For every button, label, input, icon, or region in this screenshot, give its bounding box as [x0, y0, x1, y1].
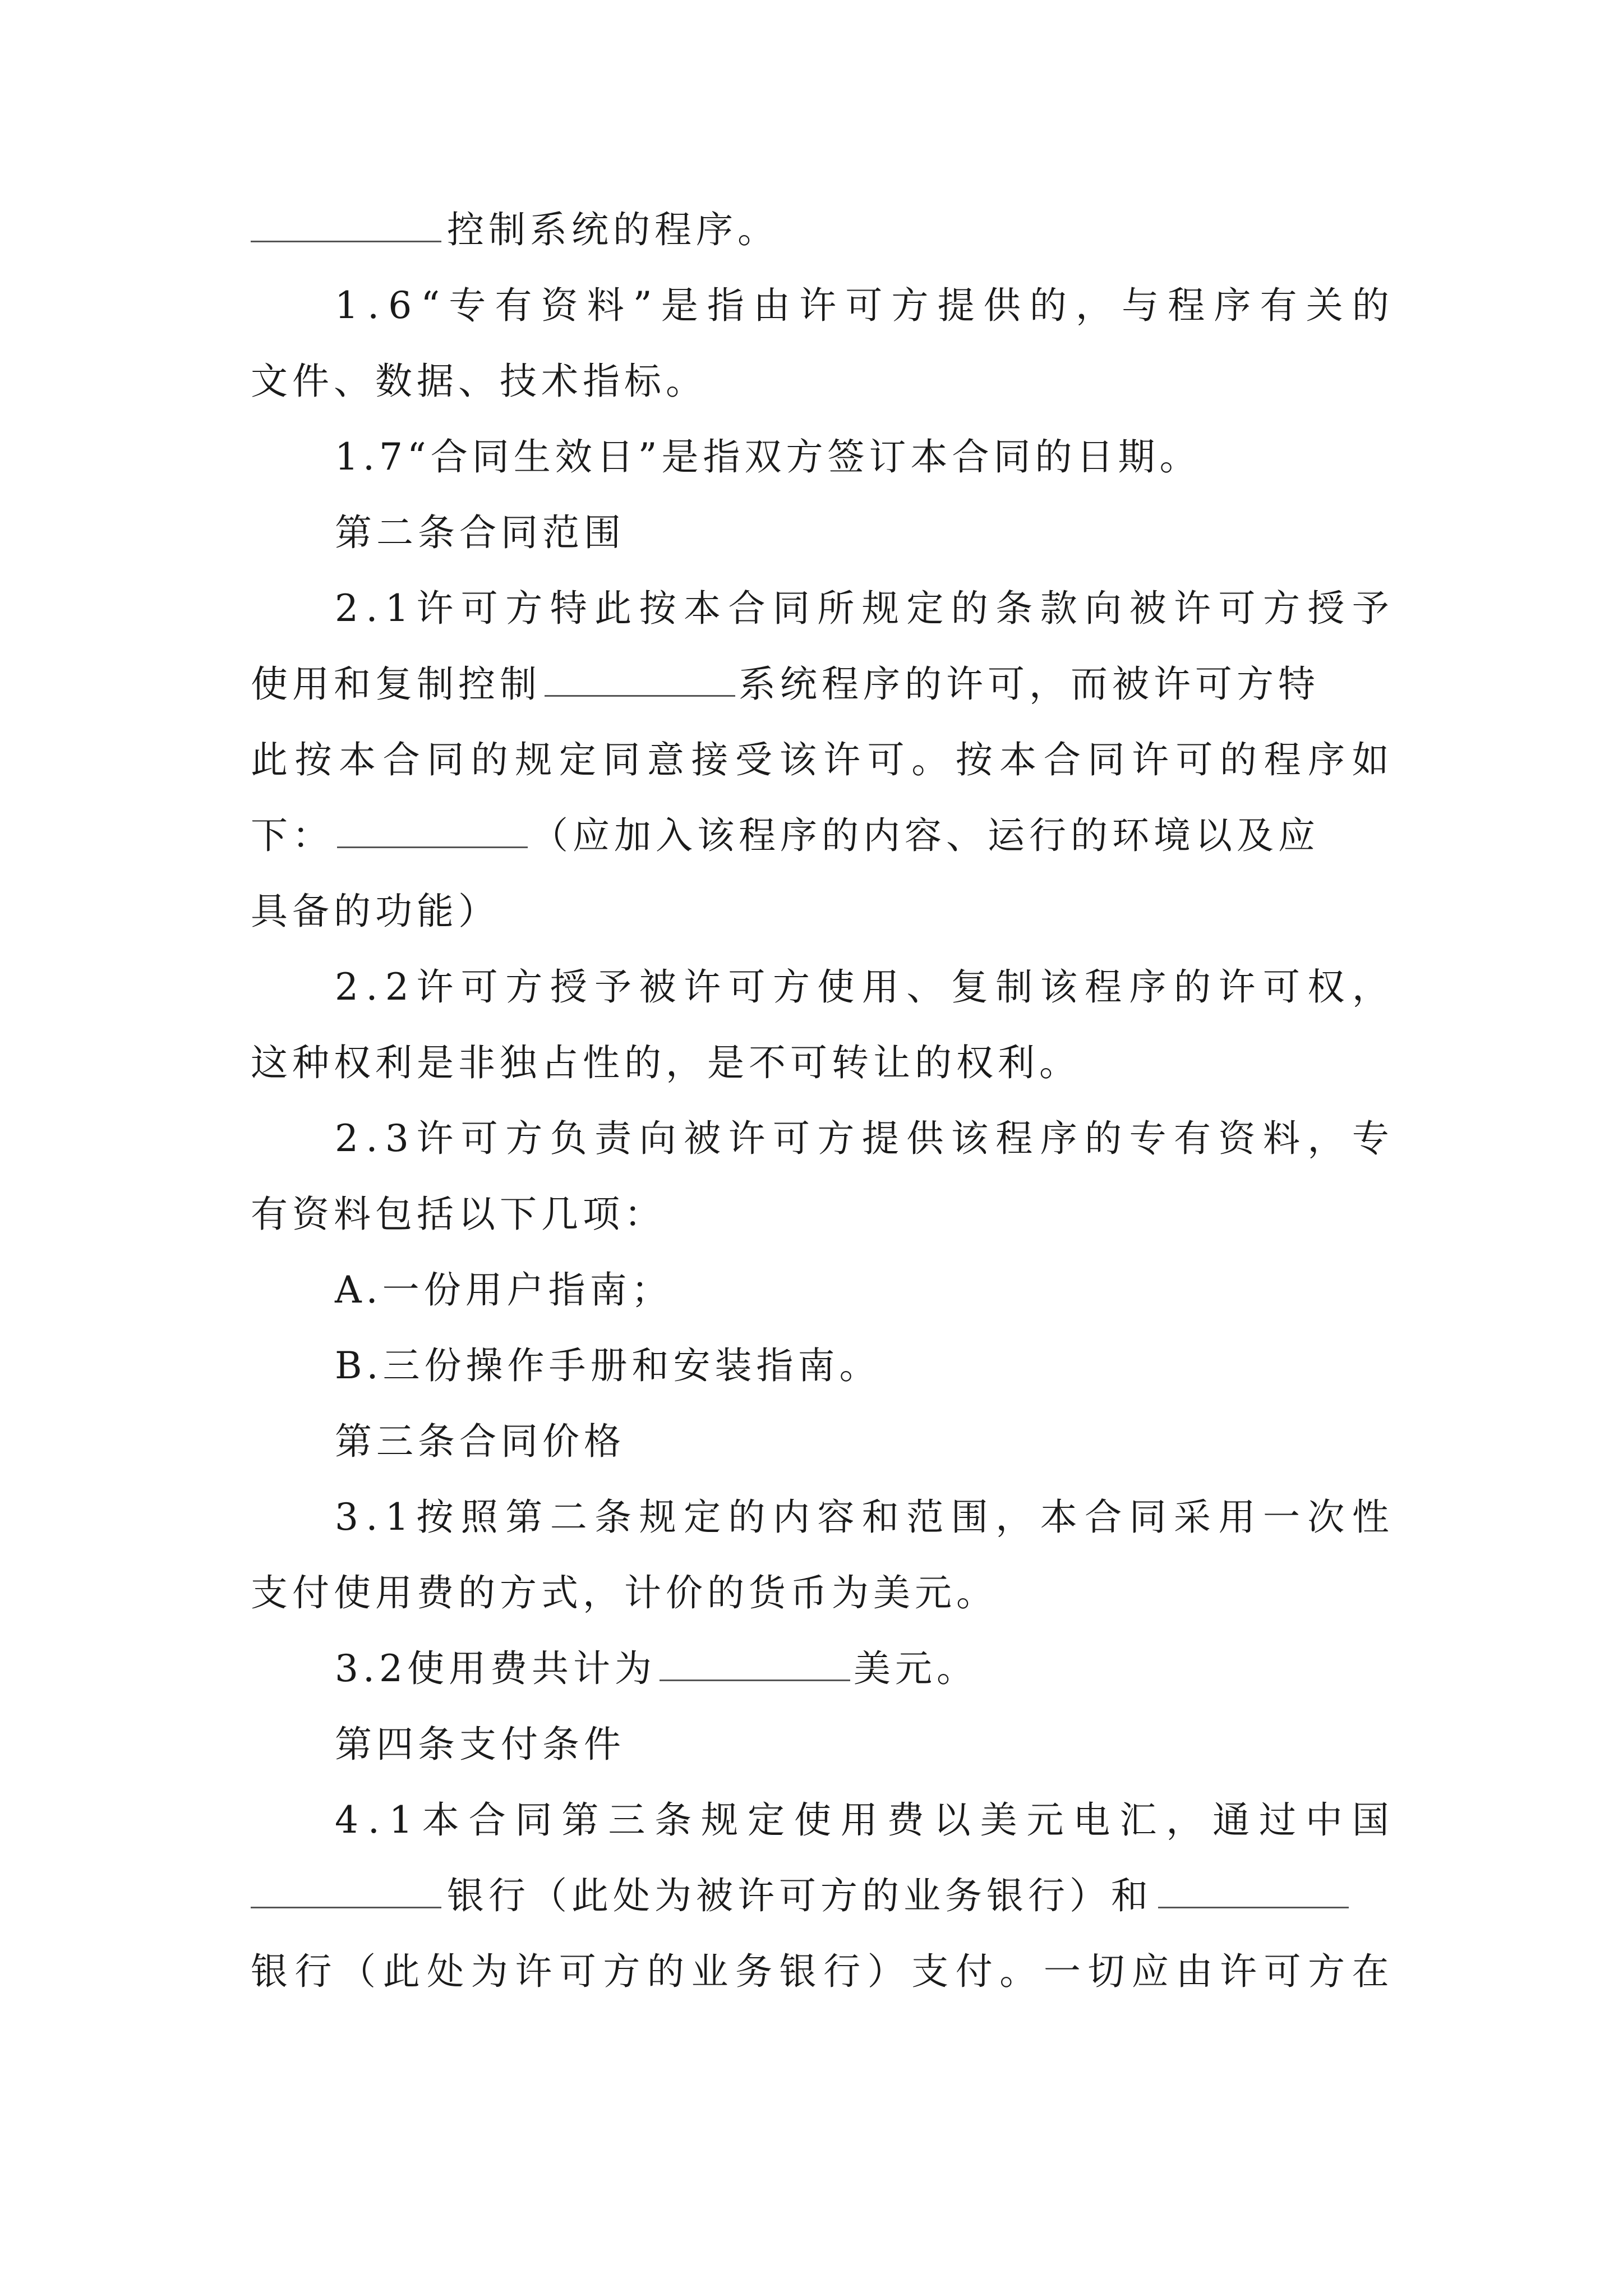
fill-in-blank[interactable]	[251, 1867, 441, 1908]
line-char: 有	[1174, 1117, 1211, 1160]
line-char: 合	[1085, 1496, 1122, 1539]
line-char: 条	[995, 587, 1033, 630]
line-text-part-a: 银行（此处为被许可方的业务银行）和	[447, 1874, 1152, 1917]
line-char: 。	[911, 738, 949, 781]
line-char: 和	[861, 1496, 899, 1539]
line-char: 序	[1129, 965, 1166, 1009]
line-text: 第二条合同范围	[335, 511, 625, 554]
line-char: 2	[335, 587, 358, 630]
line-char: 元	[1026, 1798, 1064, 1842]
line-char: 可	[728, 965, 766, 1009]
line-char: 资	[541, 284, 578, 327]
line-char: 采	[1174, 1496, 1211, 1539]
line-char: 关	[1306, 284, 1343, 327]
line-char: 被	[684, 1117, 721, 1160]
line-char: 如	[1352, 738, 1389, 781]
line-char: 支	[911, 1950, 949, 1993]
line-char: 此	[594, 587, 632, 630]
line-char: 同	[772, 587, 810, 630]
line-char: 2	[335, 965, 358, 1009]
text-line-l7	[251, 654, 1389, 715]
line-char: 中	[1305, 1798, 1343, 1842]
text-line-l20	[335, 1638, 1389, 1700]
line-char: 可	[1264, 1950, 1301, 1993]
line-char: 第	[561, 1798, 599, 1842]
line-char: 向	[639, 1117, 676, 1160]
line-char: 程	[995, 1117, 1033, 1160]
line-char: 按	[294, 738, 332, 781]
line-char: ，	[1307, 1117, 1345, 1160]
line-char: 授	[1307, 587, 1345, 630]
line-char: 的	[951, 587, 988, 630]
line-text: 第四条支付条件	[335, 1723, 625, 1766]
line-char: 方	[891, 284, 929, 327]
line-char: 的	[1029, 284, 1067, 327]
line-char: 专	[1352, 1117, 1389, 1160]
line-char: 该	[1040, 965, 1077, 1009]
line-char: 许	[728, 1117, 766, 1160]
line-char: 合	[728, 587, 766, 630]
line-text: 支付使用费的方式，计价的货币为美元。	[251, 1571, 998, 1614]
line-char: 国	[1352, 1798, 1389, 1842]
line-text-part-b: （应加入该程序的内容、运行的环境以及应	[531, 814, 1320, 857]
line-char: 用	[840, 1798, 878, 1842]
line-char: 许	[1131, 738, 1169, 781]
line-char: 可	[1262, 965, 1300, 1009]
line-char: 程	[1264, 738, 1301, 781]
line-text: 文件、数据、技术指标。	[251, 360, 707, 403]
line-char: 照	[460, 1496, 498, 1539]
line-char: 方	[772, 965, 810, 1009]
fill-in-blank[interactable]	[251, 201, 441, 242]
text-line-l8	[251, 729, 1389, 791]
line-char: 电	[1073, 1798, 1110, 1842]
text-line-l23	[251, 1865, 1389, 1927]
line-char: 合	[382, 738, 420, 781]
line-char: 复	[951, 965, 988, 1009]
line-char: 方	[505, 965, 543, 1009]
line-char: 付	[955, 1950, 993, 1993]
line-char: 许	[1218, 965, 1256, 1009]
line-char: 务	[735, 1950, 773, 1993]
line-char: “	[421, 284, 440, 327]
line-char: 许	[799, 284, 837, 327]
line-char: 同	[515, 1798, 552, 1842]
line-text-part-a: 3.2使用费共计为	[335, 1647, 656, 1690]
line-char: 所	[817, 587, 855, 630]
line-char: .	[367, 284, 380, 327]
line-char: 许	[416, 965, 454, 1009]
line-char: 有	[1260, 284, 1297, 327]
line-char: 规	[515, 738, 552, 781]
line-char: 围	[951, 1496, 988, 1539]
line-char: 1	[385, 1496, 409, 1539]
fill-in-blank[interactable]	[545, 656, 735, 697]
line-char: ，	[1076, 284, 1113, 327]
line-char: 2	[335, 1117, 358, 1160]
line-char: .	[366, 1496, 378, 1539]
line-char: 规	[639, 1496, 676, 1539]
line-text-part-b: 系统程序的许可，而被许可方特	[739, 662, 1320, 706]
line-char: 过	[1259, 1798, 1297, 1842]
line-char: .	[366, 1117, 378, 1160]
text-line-l24	[251, 1941, 1389, 2003]
line-char: 第	[505, 1496, 543, 1539]
line-text: 有资料包括以下几项：	[251, 1193, 666, 1236]
line-char: 本	[684, 587, 721, 630]
line-char: 定	[906, 587, 944, 630]
line-char: 用	[1218, 1496, 1256, 1539]
text-line-l11	[335, 956, 1389, 1018]
line-char: 2	[385, 965, 409, 1009]
line-text-part-a: 下：	[251, 814, 334, 857]
line-char: 方	[1262, 587, 1300, 630]
line-char: 切	[1087, 1950, 1125, 1993]
line-char: 条	[654, 1798, 692, 1842]
line-char: 用	[861, 965, 899, 1009]
line-char: 可	[460, 587, 498, 630]
line-char: 方	[505, 1117, 543, 1160]
line-char: 3	[385, 1117, 409, 1160]
line-char: 受	[735, 738, 773, 781]
line-char: 汇	[1119, 1798, 1157, 1842]
line-char: 1	[385, 587, 409, 630]
line-char: 一	[1262, 1496, 1300, 1539]
line-char: 本	[422, 1798, 459, 1842]
text-line-l17	[335, 1411, 1389, 1473]
line-char: 合	[1043, 738, 1081, 781]
line-char: 制	[995, 965, 1033, 1009]
line-text: 第三条合同价格	[335, 1420, 625, 1463]
text-line-l3	[251, 351, 1389, 412]
line-char: 由	[1175, 1950, 1213, 1993]
line-char: 提	[861, 1117, 899, 1160]
line-text: 这种权利是非独占性的，是不可转让的权利。	[251, 1041, 1081, 1084]
line-char: 本	[999, 738, 1037, 781]
line-char: 本	[339, 738, 376, 781]
line-char: 程	[1168, 284, 1205, 327]
line-char: 4	[335, 1798, 358, 1842]
line-char: 资	[1218, 1117, 1256, 1160]
line-char: .	[366, 965, 378, 1009]
line-char: 料	[587, 284, 624, 327]
text-line-l13	[335, 1108, 1389, 1170]
text-line-l9	[251, 805, 1389, 867]
fill-in-blank[interactable]	[660, 1640, 850, 1681]
line-char: 责	[594, 1117, 632, 1160]
line-char: 、	[906, 965, 944, 1009]
line-char: 款	[1040, 587, 1077, 630]
line-char: 同	[427, 738, 464, 781]
line-char: 向	[1085, 587, 1122, 630]
line-char: 方	[1308, 1950, 1345, 1993]
line-char: 费	[887, 1798, 924, 1842]
text-line-l6	[335, 578, 1389, 639]
line-char: 可	[845, 284, 883, 327]
line-char: 负	[550, 1117, 587, 1160]
line-char: 通	[1212, 1798, 1250, 1842]
line-char: 同	[1087, 738, 1125, 781]
line-char: ”	[633, 284, 652, 327]
line-char: 性	[1352, 1496, 1389, 1539]
line-char: 可	[1218, 587, 1256, 630]
line-char: 行	[823, 1950, 861, 1993]
line-char: 以	[933, 1798, 971, 1842]
line-char: 按	[416, 1496, 454, 1539]
line-char: 予	[1352, 587, 1389, 630]
line-char: 的	[1174, 965, 1211, 1009]
line-char: 许	[823, 738, 861, 781]
line-text: 具备的功能）	[251, 890, 500, 933]
line-text-part-b: 美元。	[853, 1647, 978, 1690]
line-text: B.三份操作手册和安装指南。	[335, 1344, 881, 1387]
line-char: 为	[471, 1950, 508, 1993]
text-line-l19	[251, 1562, 1389, 1624]
line-char: 本	[1040, 1496, 1077, 1539]
line-char: ，	[1352, 965, 1389, 1009]
line-char: 与	[1122, 284, 1159, 327]
line-char: 的	[1085, 1117, 1122, 1160]
line-char: ）	[867, 1950, 905, 1993]
line-char: 许	[515, 1950, 552, 1993]
text-line-l16	[335, 1335, 1389, 1397]
line-char: 序	[1308, 738, 1345, 781]
line-char: 此	[251, 738, 288, 781]
line-char: 的	[728, 1496, 766, 1539]
fill-in-blank[interactable]	[1158, 1867, 1349, 1908]
line-char: 被	[1129, 587, 1166, 630]
line-char: 的	[1220, 738, 1257, 781]
line-char: 行	[294, 1950, 332, 1993]
line-char: 料	[1262, 1117, 1300, 1160]
line-char: 的	[647, 1950, 684, 1993]
fill-in-blank[interactable]	[337, 807, 528, 848]
line-char: 银	[779, 1950, 817, 1993]
line-char: 方	[817, 1117, 855, 1160]
line-char: 的	[1352, 284, 1389, 327]
line-char: 规	[861, 587, 899, 630]
line-char: 由	[753, 284, 791, 327]
line-char: .	[367, 1798, 380, 1842]
line-char: 同	[1129, 1496, 1166, 1539]
line-char: 条	[594, 1496, 632, 1539]
line-char: 可	[460, 965, 498, 1009]
text-line-l15	[335, 1259, 1389, 1321]
line-char: 予	[594, 965, 632, 1009]
text-line-l2	[335, 275, 1389, 337]
line-char: 规	[701, 1798, 739, 1842]
line-char: 范	[906, 1496, 944, 1539]
line-char: 使	[794, 1798, 831, 1842]
line-char: 6	[388, 284, 412, 327]
line-char: 序	[1214, 284, 1251, 327]
line-char: 三	[608, 1798, 645, 1842]
line-char: 可	[1175, 738, 1213, 781]
line-char: 应	[1131, 1950, 1169, 1993]
line-char: 专	[1129, 1117, 1166, 1160]
line-char: 程	[1085, 965, 1122, 1009]
line-char: 的	[471, 738, 508, 781]
text-line-l12	[251, 1032, 1389, 1094]
line-char: 3	[335, 1496, 358, 1539]
line-char: 接	[691, 738, 728, 781]
text-line-l1	[251, 199, 1389, 261]
line-char: 1	[389, 1798, 413, 1842]
line-char: 按	[639, 587, 676, 630]
line-char: 序	[1040, 1117, 1077, 1160]
line-char: 方	[603, 1950, 640, 1993]
line-char: 方	[505, 587, 543, 630]
line-text: 控制系统的程序。	[447, 208, 779, 251]
line-char: 可	[559, 1950, 596, 1993]
line-char: 美	[980, 1798, 1017, 1842]
line-char: 银	[251, 1950, 288, 1993]
line-char: 意	[647, 738, 684, 781]
text-line-l18	[335, 1487, 1389, 1548]
line-char: 可	[772, 1117, 810, 1160]
text-line-l22	[335, 1789, 1389, 1851]
line-char: 许	[684, 965, 721, 1009]
line-char: 供	[983, 284, 1021, 327]
text-line-l14	[251, 1184, 1389, 1245]
text-line-l10	[251, 881, 1389, 942]
line-char: 容	[817, 1496, 855, 1539]
line-char: 同	[603, 738, 640, 781]
line-char: （	[339, 1950, 376, 1993]
line-char: 此	[382, 1950, 420, 1993]
line-char: ，	[995, 1496, 1033, 1539]
line-text-part-a: 使用和复制控制	[251, 662, 541, 706]
line-char: 一	[1043, 1950, 1081, 1993]
line-char: ，	[1166, 1798, 1204, 1842]
line-char: 定	[748, 1798, 785, 1842]
line-char: 供	[906, 1117, 944, 1160]
line-char: 许	[416, 1117, 454, 1160]
line-char: 可	[460, 1117, 498, 1160]
line-text: 1.7“合同生效日”是指双方签订本合同的日期。	[335, 435, 1201, 478]
text-line-l21	[335, 1714, 1389, 1775]
line-char: 次	[1307, 1496, 1345, 1539]
line-char: 许	[416, 587, 454, 630]
line-char: 许	[1174, 587, 1211, 630]
line-text: A.一份用户指南；	[335, 1268, 673, 1312]
line-char: 业	[691, 1950, 728, 1993]
text-line-l5	[335, 502, 1389, 564]
line-char: 在	[1352, 1950, 1389, 1993]
line-char: 指	[707, 284, 744, 327]
line-char: 二	[550, 1496, 587, 1539]
line-char: 有	[495, 284, 532, 327]
line-char: 提	[937, 284, 975, 327]
line-char: 授	[550, 965, 587, 1009]
line-char: 合	[468, 1798, 506, 1842]
line-char: 可	[867, 738, 905, 781]
line-char: 定	[684, 1496, 721, 1539]
line-char: 是	[661, 284, 698, 327]
line-char: .	[366, 587, 378, 630]
text-line-l4	[335, 426, 1389, 488]
line-char: 内	[772, 1496, 810, 1539]
line-char: 专	[449, 284, 486, 327]
line-char: 定	[559, 738, 596, 781]
line-char: 使	[817, 965, 855, 1009]
line-char: 该	[779, 738, 817, 781]
line-char: 特	[550, 587, 587, 630]
line-char: 该	[951, 1117, 988, 1160]
line-char: 。	[999, 1950, 1037, 1993]
line-char: 1	[335, 284, 358, 327]
line-char: 被	[639, 965, 676, 1009]
line-char: 权	[1307, 965, 1345, 1009]
line-char: 处	[427, 1950, 464, 1993]
line-char: 许	[1220, 1950, 1257, 1993]
line-char: 按	[955, 738, 993, 781]
